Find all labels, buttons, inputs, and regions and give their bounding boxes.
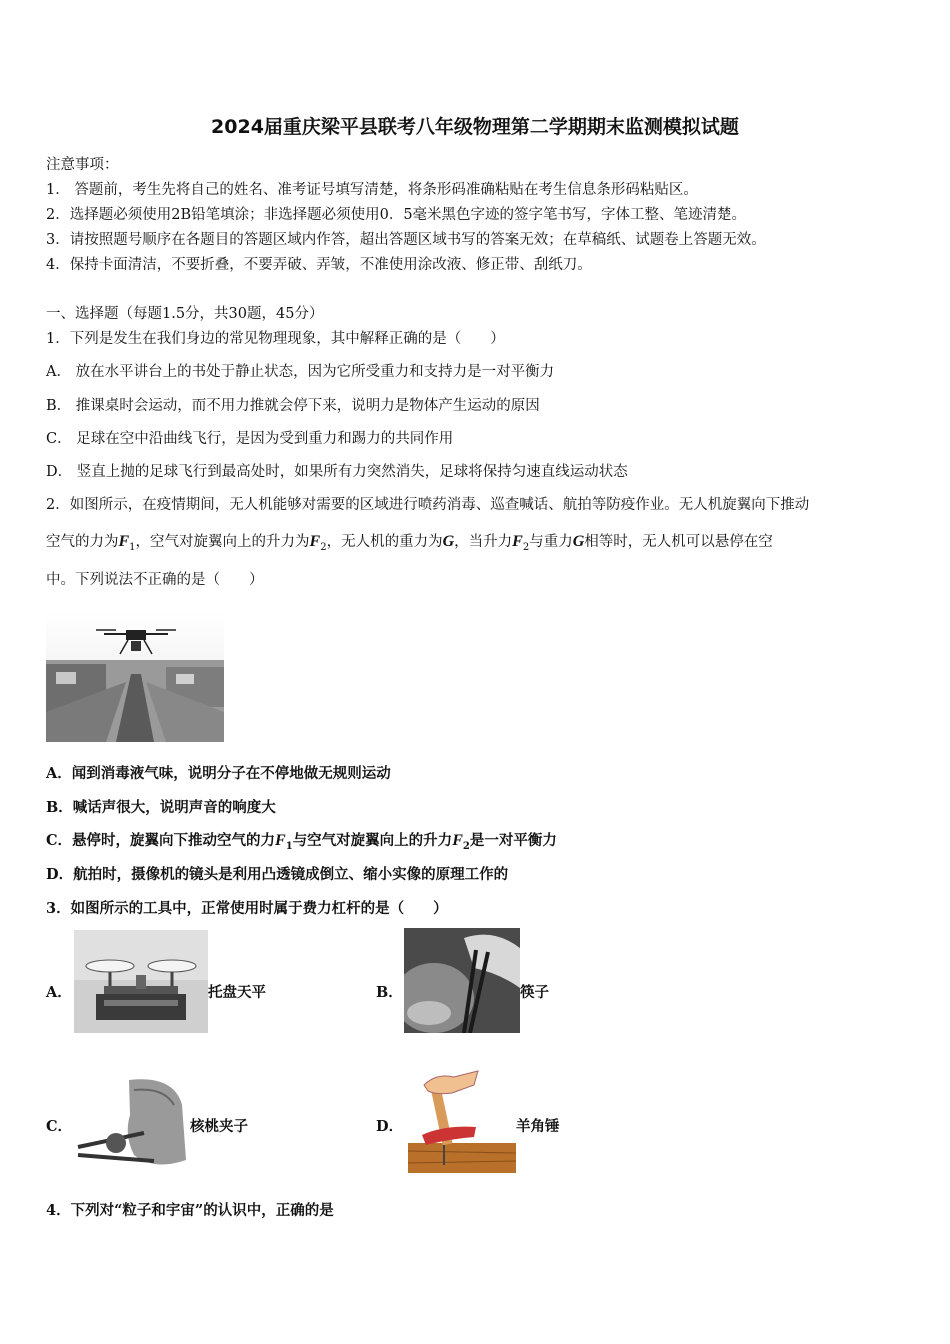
q2-line-3: 中。下列说法不正确的是（ ） (46, 572, 264, 588)
notice-item-1: 1． 答题前，考生先将自己的姓名、准考证号填写清楚，将条形码准确粘贴在考生信息条形码粘贴区。 (46, 182, 698, 198)
q3-option-b-label: 筷子 (520, 984, 549, 1001)
q2-option-b: B．喊话声很大，说明声音的响度大 (46, 799, 276, 816)
q1-option-b: B． 推课桌时会运动，而不用力推就会停下来，说明力是物体产生运动的原因 (46, 398, 540, 414)
var-f: F (118, 533, 130, 550)
chopsticks-image (404, 928, 520, 1033)
q1-option-a: A． 放在水平讲台上的书处于静止状态，因为它所受重力和支持力是一对平衡力 (46, 364, 555, 380)
q1-option-d: D． 竖直上抛的足球飞行到最高处时，如果所有力突然消失，足球将保持匀速直线运动状态 (46, 464, 628, 480)
q3-option-a-letter: A． (46, 984, 72, 1001)
var-g: G (442, 533, 455, 550)
q3-option-d-letter: D． (376, 1118, 404, 1135)
notice-item-4: 4．保持卡面清洁，不要折叠，不要弄破、弄皱，不准使用涂改液、修正带、刮纸刀。 (46, 257, 592, 273)
var-g: G (572, 533, 585, 550)
var-f: F (512, 533, 523, 550)
notice-item-2: 2．选择题必须使用2B铅笔填涂；非选择题必须使用0．5毫米黑色字迹的签字笔书写，字体工整、笔迹清楚。 (46, 207, 747, 223)
q2-option-a: A．闻到消毒液气味，说明分子在不停地做无规则运动 (46, 765, 391, 782)
balance-scale-image (74, 930, 208, 1033)
q2-option-c: C．悬停时，旋翼向下推动空气的力$F_1$与空气对旋翼向上的升力$F_2$是一对平衡力 (46, 832, 557, 852)
drone-photo (46, 612, 224, 742)
q4-stem: 4．下列对“粒子和宇宙”的认识中，正确的是 (46, 1202, 334, 1219)
var-f: F (309, 533, 321, 550)
q3-option-b-letter: B． (376, 984, 403, 1001)
nutcracker-image (74, 1075, 190, 1171)
q3-option-a-label: 托盘天平 (208, 984, 266, 1001)
q2-line-2: 空气的力为$F_1$，空气对旋翼向上的升力为$F_2$，无人机的重力为G，当升力$F_2$与重力G相等时，无人机可以悬停在空 (46, 533, 773, 553)
q3-option-c-letter: C． (46, 1118, 73, 1135)
section-heading: 一、选择题（每题1.5分，共30题，45分） (46, 306, 324, 322)
claw-hammer-image (404, 1065, 520, 1175)
var-f: F (452, 832, 463, 849)
q1-stem: 1．下列是发生在我们身边的常见物理现象，其中解释正确的是（ ） (46, 331, 505, 347)
q3-option-c-label: 核桃夹子 (190, 1118, 248, 1135)
q2-line-1: 2．如图所示，在疫情期间，无人机能够对需要的区域进行喷药消毒、巡查喊话、航拍等防疫作业。无人机旋翼向下推动 (46, 497, 810, 513)
q2-option-d: D．航拍时，摄像机的镜头是利用凸透镜成倒立、缩小实像的原理工作的 (46, 866, 509, 883)
var-f: F (275, 832, 286, 849)
q1-option-c: C． 足球在空中沿曲线飞行，是因为受到重力和踢力的共同作用 (46, 431, 454, 447)
notice-heading: 注意事项： (46, 157, 119, 173)
notice-item-3: 3．请按照题号顺序在各题目的答题区域内作答，超出答题区域书写的答案无效；在草稿纸、试题卷上答题无效。 (46, 232, 766, 248)
page-title: 2024届重庆梁平县联考八年级物理第二学期期末监测模拟试题 (211, 116, 739, 138)
q3-stem: 3．如图所示的工具中，正常使用时属于费力杠杆的是（ ） (46, 900, 448, 917)
q3-option-d-label: 羊角锤 (516, 1118, 560, 1135)
